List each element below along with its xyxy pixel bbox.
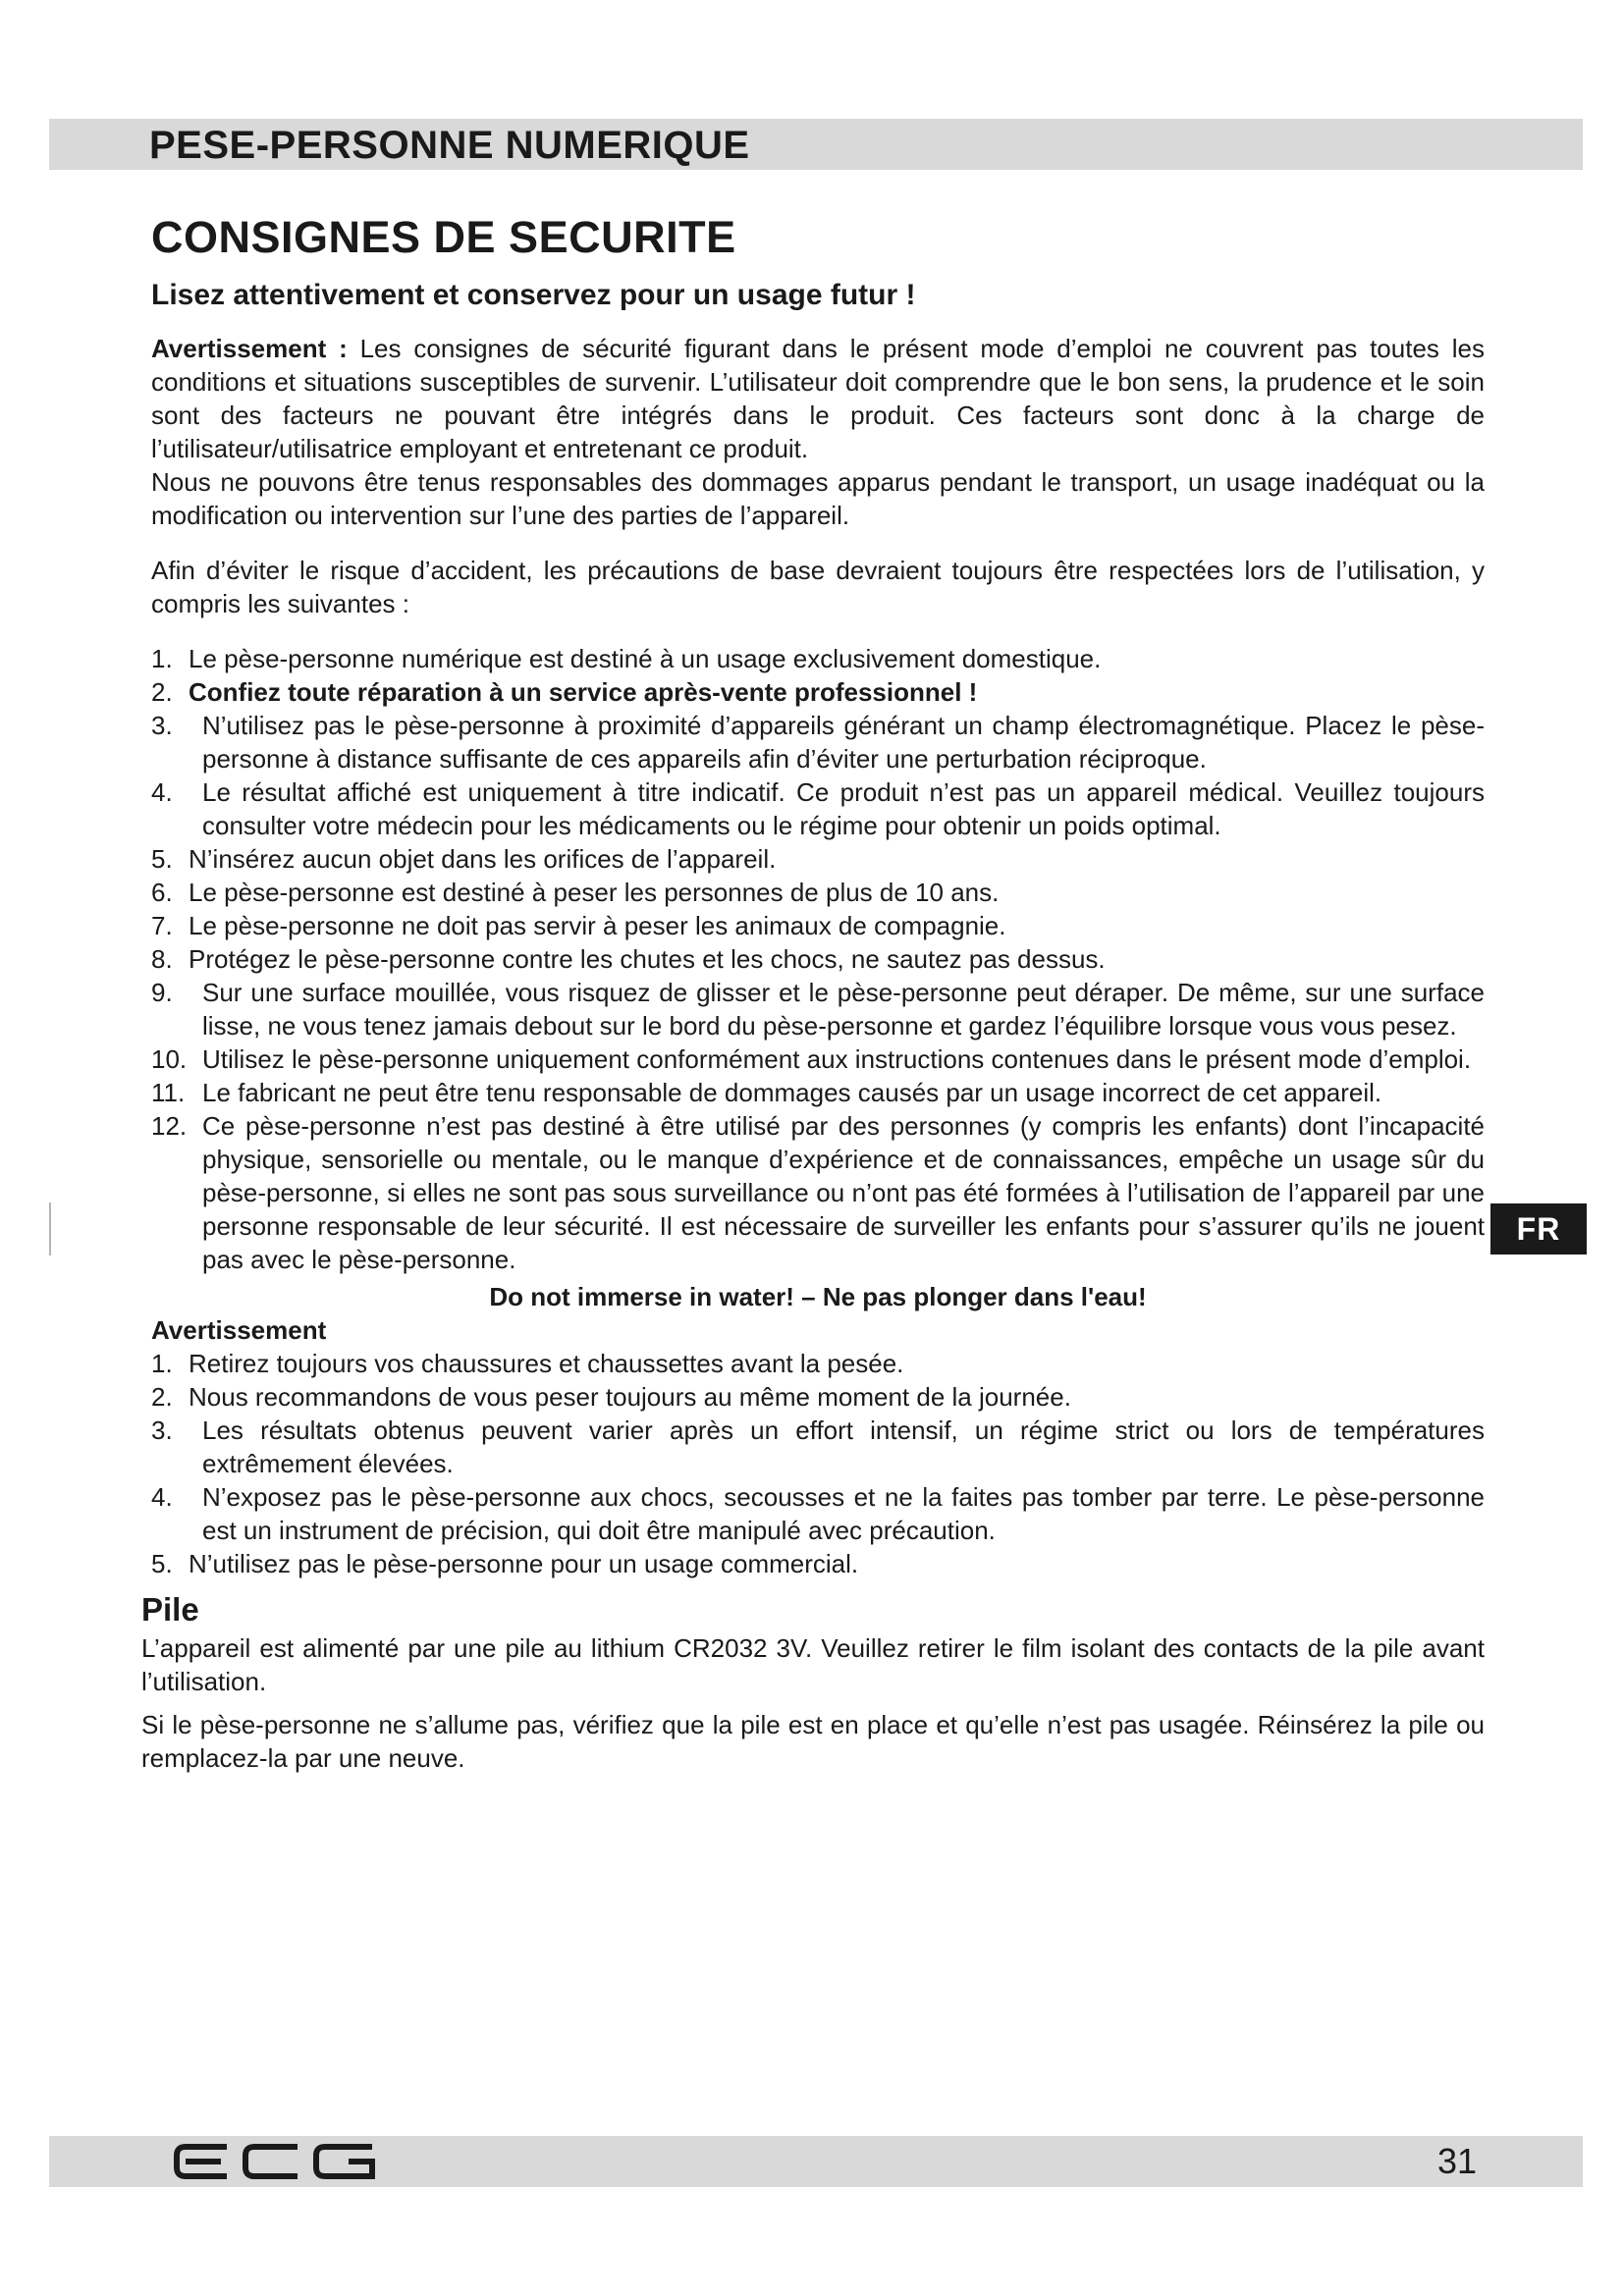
list-item: [151, 1076, 1485, 1109]
list-item-number: 10.: [151, 1044, 188, 1074]
list-item-text: N’utilisez pas le pèse-personne pour un usage commercial.: [189, 1549, 859, 1578]
page-content: [141, 208, 1485, 1775]
list-item-text: Protégez le pèse-personne contre les chutes et les chocs, ne sautez pas dessus.: [189, 944, 1106, 974]
list-item-number: 7.: [151, 911, 173, 940]
language-tab: FR: [1490, 1203, 1587, 1255]
list-item: [151, 876, 1485, 909]
list-item-number: 3.: [151, 711, 173, 740]
liability-paragraph: Nous ne pouvons être tenus responsables des dommages apparus pendant le transport, un usage inadéquat ou la modification ou intervention sur l’une des parties de l’appareil.: [151, 467, 1485, 530]
list-item-number: 5.: [151, 844, 173, 874]
ecg-logo: [172, 2142, 378, 2181]
margin-mark: [49, 1202, 51, 1255]
list-item-text: Nous recommandons de vous peser toujours au même moment de la journée.: [189, 1382, 1071, 1412]
list-item-text: N’insérez aucun objet dans les orifices de l’appareil.: [189, 844, 777, 874]
page-number: 31: [1436, 2141, 1477, 2181]
intro-paragraph: Afin d’éviter le risque d’accident, les précautions de base devraient toujours être respectées lors de l’utilisation, y compris les suivantes :: [151, 556, 1485, 618]
list-item-number: 2.: [151, 677, 173, 707]
list-item-text: Utilisez le pèse-personne uniquement conformément aux instructions contenues dans le présent mode d’emploi.: [202, 1044, 1472, 1074]
list-item-text: N’utilisez pas le pèse-personne à proximité d’appareils générant un champ électromagnétique. Placez le pèse-personne à distance suffisante de ces appareils afin d’éviter une perturbation réciproque.: [202, 711, 1485, 774]
list-item-text: Sur une surface mouillée, vous risquez de glisser et le pèse-personne peut déraper. De même, sur une surface lisse, ne vous tenez jamais debout sur le bord du pèse-personne et gardez l’équilibre lorsque vous vous pesez.: [202, 978, 1485, 1041]
list-item-number: 4.: [151, 1482, 173, 1512]
list-item-number: 12.: [151, 1111, 188, 1141]
list-item-number: 9.: [151, 978, 173, 1007]
list-item-text: Le résultat affiché est uniquement à titre indicatif. Ce produit n’est pas un appareil médical. Veuillez toujours consulter votre médecin pour les médicaments ou le régime pour obtenir un poids optimal.: [202, 777, 1485, 840]
list-item: [151, 976, 1485, 1042]
footer-bar: [49, 2136, 1583, 2187]
list-item: [151, 1109, 1485, 1276]
page-title: CONSIGNES DE SECURITE: [151, 212, 736, 262]
header-bar: [49, 119, 1583, 170]
list-item: [151, 675, 1485, 709]
header-title: PESE-PERSONNE NUMERIQUE: [149, 124, 750, 167]
list-item: [151, 1042, 1485, 1076]
safety-list: [151, 642, 1485, 1276]
page-subtitle: Lisez attentivement et conservez pour un usage futur !: [151, 279, 916, 311]
pile-paragraph-1: L’appareil est alimenté par une pile au lithium CR2032 3V. Veuillez retirer le film isolant des contacts de la pile avant l’utilisation.: [141, 1633, 1485, 1696]
list-item: [151, 642, 1485, 675]
list-item-number: 4.: [151, 777, 173, 807]
list-item-number: 6.: [151, 878, 173, 907]
list-item-number: 11.: [151, 1078, 186, 1107]
list-item-text: Le fabricant ne peut être tenu responsable de dommages causés par un usage incorrect de cet appareil.: [202, 1078, 1382, 1107]
warning-label: Avertissement :: [151, 334, 348, 363]
list-item-number: 8.: [151, 944, 173, 974]
list-item: [151, 1414, 1485, 1480]
list-item: [151, 1380, 1485, 1414]
list-item-text: Le pèse-personne numérique est destiné à un usage exclusivement domestique.: [189, 644, 1102, 673]
warning-list: [151, 1347, 1485, 1580]
list-item-text: Le pèse-personne est destiné à peser les personnes de plus de 10 ans.: [189, 878, 1000, 907]
pile-paragraph-2: Si le pèse-personne ne s’allume pas, vérifiez que la pile est en place et qu’elle n’est pas usagée. Réinsérez la pile ou remplacez-la par une neuve.: [141, 1710, 1485, 1773]
list-item: [151, 709, 1485, 775]
warning-text: Les consignes de sécurité figurant dans le présent mode d’emploi ne couvrent pas toutes les conditions et situations susceptibles de survenir. L’utilisateur doit comprendre que le bon sens, la prudence et le soin sont des facteurs ne pouvant être intégrés dans le produit. Ces facteurs sont donc à la charge de l’utilisateur/utilisatrice employant et entretenant ce produit.: [151, 334, 1485, 463]
list-item-text: N’exposez pas le pèse-personne aux chocs, secousses et ne la faites pas tomber par terre. Le pèse-personne est un instrument de précision, qui doit être manipulé avec précaution.: [202, 1482, 1485, 1545]
list-item-number: 1.: [151, 1349, 173, 1378]
list-item-text: Les résultats obtenus peuvent varier après un effort intensif, un régime strict ou lors de températures extrêmement élevées.: [202, 1415, 1485, 1478]
list-item: [151, 1347, 1485, 1380]
list-item-number: 5.: [151, 1549, 173, 1578]
list-item-text: Retirez toujours vos chaussures et chaussettes avant la pesée.: [189, 1349, 904, 1378]
list-item-number: 2.: [151, 1382, 173, 1412]
list-item-text: Ce pèse-personne n’est pas destiné à être utilisé par des personnes (y compris les enfants) dont l’incapacité physique, sensorielle ou mentale, ou le manque d’expérience et de connaissances, empêche un usage sûr du pèse-personne, si elles ne sont pas sous surveillance ou n’ont pas été formées à l’utilisation de l’appareil par une personne responsable de leur sécurité. Il est nécessaire de surveiller les enfants pour s’assurer qu’ils ne jouent pas avec le pèse-personne.: [202, 1111, 1485, 1274]
list-item-number: 3.: [151, 1415, 173, 1445]
list-item: [151, 775, 1485, 842]
list-item: [151, 1480, 1485, 1547]
list-item: [151, 1547, 1485, 1580]
list-item-text: Confiez toute réparation à un service après-vente professionnel !: [189, 677, 978, 707]
list-item-text: Le pèse-personne ne doit pas servir à peser les animaux de compagnie.: [189, 911, 1006, 940]
list-item: [151, 909, 1485, 942]
list-item: [151, 942, 1485, 976]
list-item: [151, 842, 1485, 876]
water-warning: Do not immerse in water! – Ne pas plonger dans l'eau!: [489, 1282, 1147, 1311]
pile-heading: Pile: [141, 1591, 199, 1628]
section-warning-label: Avertissement: [151, 1315, 327, 1345]
warning-paragraph: [151, 332, 1485, 465]
list-item-number: 1.: [151, 644, 173, 673]
